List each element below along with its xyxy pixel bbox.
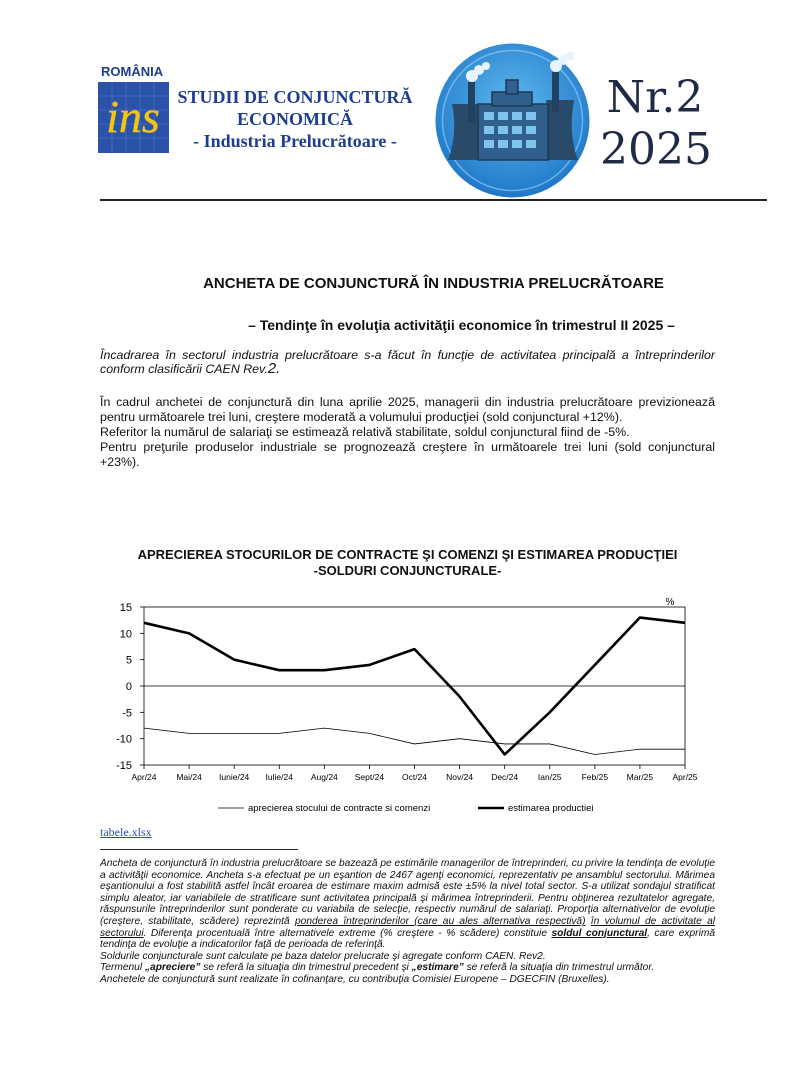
article-title: ANCHETA DE CONJUNCTURĂ ÎN INDUSTRIA PRELUCRĂTOARE [203, 275, 664, 292]
tables-link[interactable]: tabele.xlsx [100, 825, 152, 839]
x-tick-label: Dec/24 [491, 772, 519, 782]
chart-title: APRECIEREA STOCURILOR DE CONTRACTE ŞI COMENZI ŞI ESTIMAREA PRODUCŢIEI [137, 547, 678, 562]
chart-heading [100, 547, 715, 579]
y-tick-label: 15 [119, 602, 132, 614]
footnote-term-balance: soldul conjunctural [551, 927, 648, 939]
logo-text: ins [106, 91, 160, 142]
footnote-term-appreciation: „apreciere” [144, 962, 201, 974]
x-tick-label: Sept/24 [354, 772, 385, 782]
y-tick-label: 10 [119, 628, 132, 641]
footnote-text: Termenul [100, 962, 145, 974]
footnote-paragraph-terms [100, 962, 715, 974]
y-tick-label: -5 [122, 707, 132, 720]
y-tick-label: 0 [125, 681, 132, 693]
unit-label: % [665, 597, 675, 608]
body-paragraph-prices: Pentru preţurile produselor industriale se prognozează creştere în următoarele trei luni (sold conjunctural +23%). [100, 440, 715, 469]
footnote-text: , care exprimă tendinţa de evoluţie a indicatorilor faţă de perioada de referinţă. [100, 927, 715, 951]
series-line-contracts [144, 728, 685, 754]
publication-header [0, 0, 789, 205]
footnote-text: se referă la situaţia din trimestrul următor. [463, 962, 655, 974]
footnote-underlined-share: ponderea întreprinderilor (care au ales alternativa respectivă) [294, 915, 586, 927]
x-tick-label: Oct/24 [401, 772, 428, 782]
publication-title-line1: STUDII DE CONJUNCTURĂ [177, 87, 413, 107]
issue-label [600, 72, 710, 176]
legend-label: estimarea productiei [508, 803, 594, 814]
country-label: ROMÂNIA [101, 64, 164, 79]
y-tick-label: 5 [125, 654, 132, 667]
industry-emblem-icon [434, 42, 591, 199]
ins-logo-graphic [98, 82, 169, 153]
article-body [100, 395, 715, 470]
x-tick-label: Iulie/24 [265, 772, 293, 782]
line-chart [100, 595, 715, 825]
x-tick-label: Apr/25 [672, 772, 698, 782]
body-paragraph-employees: Referitor la numărul de salariaţi se estimează relativă stabilitate, soldul conjunctural fiind de -5%. [100, 425, 630, 439]
footnote-underlined-volume: în volumul de activitate al sectorului [100, 915, 716, 939]
footnote-divider [100, 849, 298, 850]
footnote-term-estimation: „estimare” [411, 962, 464, 974]
footnote-text: Ancheta de conjunctură în industria prelucrătoare se bazează pe estimările managerilor de întreprinderi, cu privire la tendinţa de evoluţie a activităţii economice. Ancheta s-a efectuat pe un eşantion de 2467 agenţi economici, reprezentativ pe ansamblul sectorului. Mărimea eşantionului a fost stabilită astfel încât eroarea de estimare maxim admisă este ±5% la nivel total sector. S-a utilizat sondajul stratificat simplu aleator, iar variabilele de stratificare sunt activitatea principală şi mărimea întreprinderii. Pentru obţinerea rezultatelor agregate, răspunsurile întreprinderilor sunt ponderate cu variabila de selecţie, respectiv numărul de salariaţi. Proporţia alternativelor de evoluţie (creştere, stabilitate, scădere) reprezintă [100, 858, 715, 927]
y-tick-label: -10 [116, 733, 132, 746]
intro-rev: 2. [267, 360, 281, 377]
publication-title [170, 86, 420, 152]
issue-year: 2025 [600, 124, 712, 175]
x-tick-label: Ian/25 [537, 772, 562, 782]
methodology-footnote [100, 858, 715, 986]
article-subtitle: – Tendinţe în evoluţia activităţii economice în trimestrul II 2025 – [248, 317, 675, 333]
x-tick-label: Iunie/24 [219, 772, 250, 782]
legend-label: aprecierea stocului de contracte si comenzi [248, 803, 431, 814]
publication-title-line2: ECONOMICĂ [237, 109, 353, 129]
ins-logo [98, 82, 169, 153]
issue-number: Nr.2 [606, 72, 704, 123]
x-tick-label: Mai/24 [176, 772, 202, 782]
body-paragraph-production: În cadrul anchetei de conjunctură din luna aprilie 2025, managerii din industria prelucrătoare previzionează pentru următoarele trei luni, creştere moderată a volumului producţiei (sold conjunctural +12%). [100, 395, 715, 424]
x-tick-label: Mar/25 [626, 772, 654, 782]
x-tick-label: Nov/24 [446, 772, 474, 782]
intro-text: Încadrarea în sectorul industria prelucrătoare s-a făcut în funcţie de activitatea principală a întreprinderilor conform clasificării CAEN Rev. [100, 348, 715, 376]
publication-title-line3: - Industria Prelucrătoare - [193, 131, 397, 151]
footnote-text: . Diferenţa procentuală între alternativele extreme (% creştere - % scădere) constituie [143, 927, 552, 939]
x-tick-label: Aug/24 [310, 772, 338, 782]
intro-paragraph [100, 348, 715, 376]
footnote-paragraph-method [100, 858, 715, 951]
chart-subtitle: -SOLDURI CONJUNCTURALE- [313, 563, 502, 578]
x-tick-label: Feb/25 [581, 772, 609, 782]
footnote-paragraph-funding: Anchetele de conjunctură sunt realizate în cofinanţare, cu contribuţia Comisiei Europene – DGECFIN (Bruxelles). [100, 973, 610, 985]
x-tick-label: Apr/24 [131, 772, 157, 782]
footnote-text: se referă la situaţia din trimestrul precedent şi [200, 962, 412, 974]
header-divider [100, 199, 767, 201]
footnote-paragraph-caen: Soldurile conjuncturale sunt calculate pe baza datelor prelucrate şi agregate conform CAEN. Rev2. [100, 950, 546, 962]
y-tick-label: -15 [116, 760, 132, 772]
